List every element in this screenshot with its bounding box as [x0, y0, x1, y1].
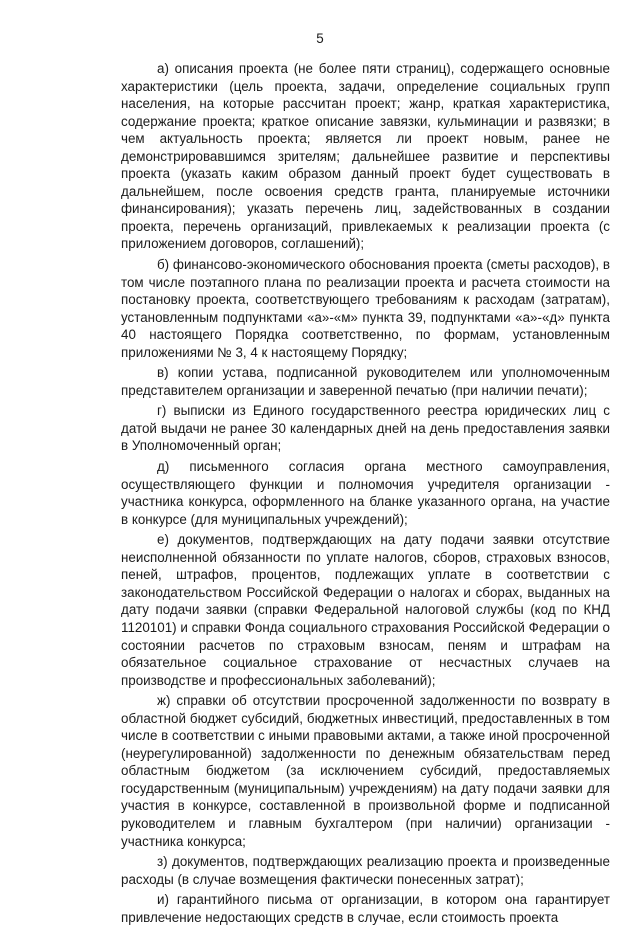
- paragraph-b: б) финансово-экономического обоснования проекта (сметы расходов), в том числе поэтапного плана по реализации проекта и расчета стоимости на постановку проекта, соответствующего требованиям к расходам (затратам), установленным подпунктами «а»-«м» пункта 39, подпунктами «а»-«д» пункта 40 настоящего Порядка соответственно, по формам, установленным приложениями № 3, 4 к настоящему Порядку;: [121, 257, 610, 360]
- paragraph-i: и) гарантийного письма от организации, в котором она гарантирует привлечение недостающих средств в случае, если стоимость проекта: [121, 892, 610, 925]
- document-body: [121, 60, 610, 929]
- paragraph-g: г) выписки из Единого государственного реестра юридических лиц с датой выдачи не ранее 30 календарных дней на день предоставления заявки в Уполномоченный орган;: [121, 403, 610, 454]
- paragraph-z: з) документов, подтверждающих реализацию проекта и произведенные расходы (в случае возмещения фактически понесенных затрат);: [121, 854, 610, 887]
- paragraph-e: е) документов, подтверждающих на дату подачи заявки отсутствие неисполненной обязанности по уплате налогов, сборов, страховых взносов, пеней, штрафов, процентов, подлежащих уплате в соответствии с законодательством Российской Федерации о налогах и сборах, выданных на дату подачи заявки (справки Федеральной налоговой службы (код по КНД 1120101) и справки Фонда социального страхования Российской Федерации о состоянии расчетов по страховым взносам, пеням и штрафам на обязательное социальное страхование от несчастных случаев на производстве и профессиональных заболеваний);: [121, 532, 610, 688]
- paragraph-zh: ж) справки об отсутствии просроченной задолженности по возврату в областной бюджет субсидий, бюджетных инвестиций, предоставленных в том числе в соответствии с иными правовыми актами, а также иной просроченной (неурегулированной) задолженности по денежным обязательствам перед областным бюджетом (за исключением субсидий, предоставляемых государственным (муниципальным) учреждениям) на дату подачи заявки для участия в конкурсе, составленной в произвольной форме и подписанной руководителем и главным бухгалтером (при наличии) организации - участника конкурса;: [121, 693, 610, 849]
- page-number: 5: [316, 31, 324, 46]
- paragraph-v: в) копии устава, подписанной руководителем или уполномоченным представителем организации и заверенной печатью (при наличии печати);: [121, 365, 610, 398]
- paragraph-a: а) описания проекта (не более пяти страниц), содержащего основные характеристики (цель проекта, задачи, определение социальных групп населения, на которые рассчитан проект; жанр, краткая характеристика, содержание проекта; краткое описание завязки, кульминации и развязки; в чем актуальность проекта; является ли проект новым, ранее не демонстрировавшимся зрителям; дальнейшее развитие и перспективы проекта (указать каким образом данный проект будет существовать в дальнейшем, после освоения средств гранта, планируемые источники финансирования); указать перечень лиц, задействованных в создании проекта, перечень организаций, привлекаемых к реализации проекта (с приложением договоров, соглашений);: [121, 61, 610, 252]
- paragraph-d: д) письменного согласия органа местного самоуправления, осуществляющего функции и полномочия учредителя организации - участника конкурса, оформленного на бланке указанного органа, на участие в конкурсе (для муниципальных учреждений);: [121, 459, 610, 527]
